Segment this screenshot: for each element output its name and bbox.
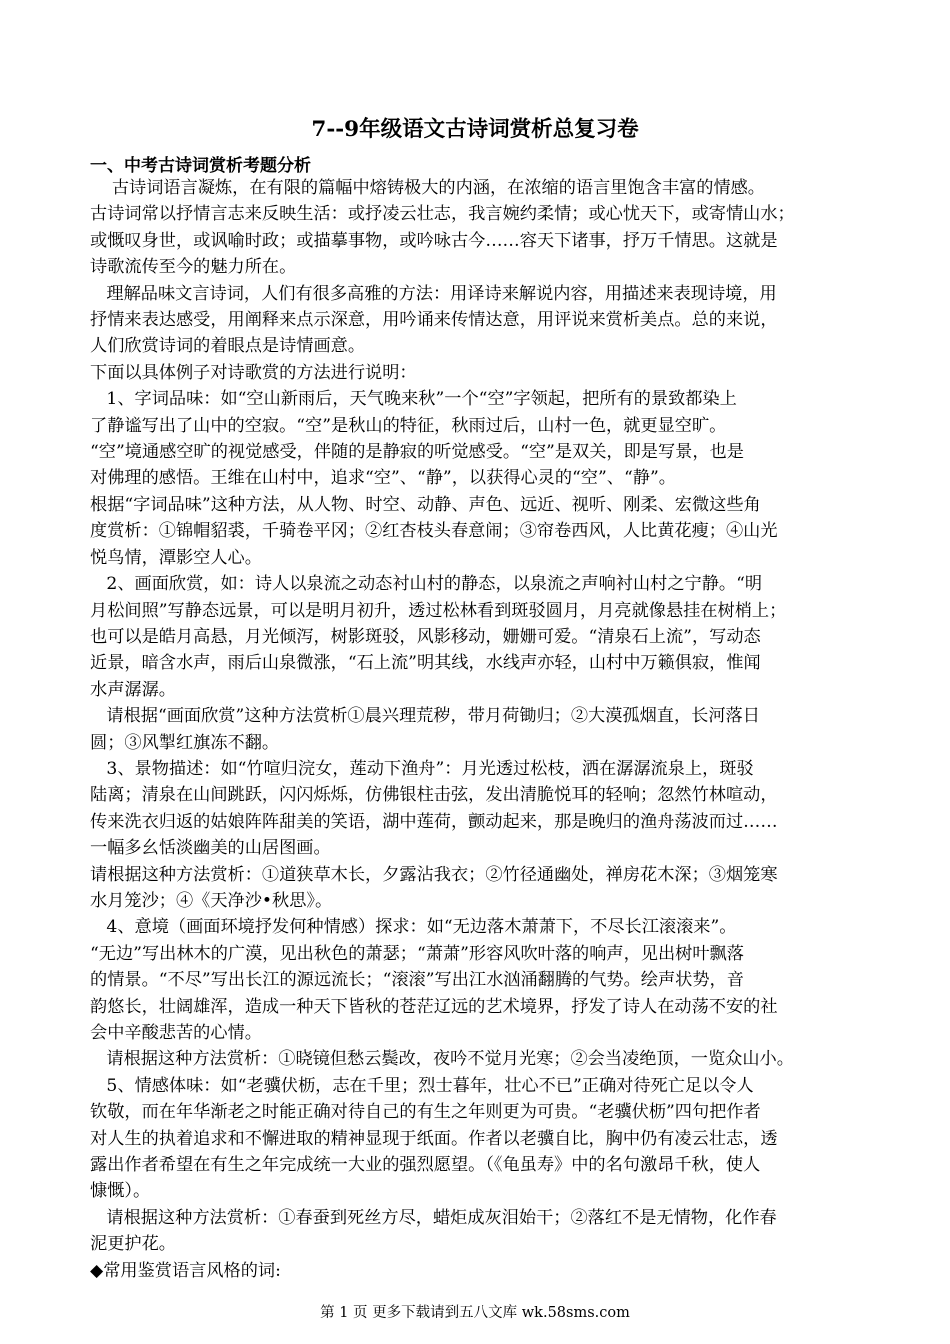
text-line: 也可以是皓月高悬，月光倾泻，树影斑驳，风影移动，姗姗可爱。“清泉石上流”，写动态 bbox=[90, 626, 761, 647]
text-line: 人们欣赏诗词的着眼点是诗情画意。 bbox=[90, 336, 366, 357]
text-line: 1、字词品味：如“空山新雨后，天气晚来秋”一个“空”字领起，把所有的景致都染上 bbox=[90, 389, 737, 410]
text-line: 近景，暗含水声，雨后山泉微涨，“石上流”明其线，水线声亦轻，山村中万籁俱寂，惟闻 bbox=[90, 653, 761, 674]
text-line: 请根据这种方法赏析：①春蚕到死丝方尽，蜡炬成灰泪始干；②落红不是无情物，化作春 bbox=[90, 1207, 777, 1228]
text-line: 悦鸟情，潭影空人心。 bbox=[90, 547, 262, 568]
text-line: 慷慨）。 bbox=[90, 1181, 151, 1202]
text-line: 圆；③风掣红旗冻不翻。 bbox=[90, 732, 280, 753]
text-line: 对佛理的感悟。王维在山村中，追求“空”、“静”，以获得心灵的“空”、“静”。 bbox=[90, 468, 676, 489]
body-text bbox=[90, 175, 866, 1284]
text-line: 一幅多幺恬淡幽美的山居图画。 bbox=[90, 838, 331, 859]
text-line: 水月笼沙；④《天净沙•秋思》。 bbox=[90, 890, 333, 911]
text-line: 韵悠长，壮阔雄浑，造成一种天下皆秋的苍茫辽远的艺术境界，抒发了诗人在动荡不安的社 bbox=[90, 996, 778, 1017]
text-line: 根据“字词品味”这种方法，从人物、时空、动静、声色、远近、视听、刚柔、宏微这些角 bbox=[90, 494, 761, 515]
text-line: 诗歌流传至今的魅力所在。 bbox=[90, 257, 297, 278]
text-line: 陆离；清泉在山间跳跃，闪闪烁烁，仿佛银柱击弦，发出清脆悦耳的轻响；忽然竹林喧动， bbox=[90, 785, 778, 806]
text-line: 钦敬，而在年华渐老之时能正确对待自己的有生之年则更为可贵。“老骥伏枥”四句把作者 bbox=[90, 1102, 761, 1123]
text-line: 对人生的执着追求和不懈进取的精神显现于纸面。作者以老骥自比，胸中仍有凌云壮志，透 bbox=[90, 1128, 778, 1149]
page-footer: 第 1 页 更多下载请到五八文库 wk.58sms.com bbox=[320, 1305, 630, 1321]
text-line: 5、情感体味：如“老骥伏枥，志在千里；烈士暮年，壮心不已”正确对待死亡足以令人 bbox=[90, 1075, 754, 1096]
text-line: “空”境通感空旷的视觉感受，伴随的是静寂的听觉感受。“空”是双关，即是写景，也是 bbox=[90, 442, 744, 463]
text-line: 4、意境（画面环境抒发何种情感）探求：如“无边落木萧萧下，不尽长江滚滚来”。 bbox=[90, 917, 737, 938]
text-line: 月松间照”写静态远景，可以是明月初升，透过松林看到斑驳圆月，月亮就像悬挂在树梢上； bbox=[90, 600, 787, 621]
text-line: 请根据这种方法赏析：①晓镜但愁云鬓改，夜吟不觉月光寒；②会当凌绝顶，一览众山小。 bbox=[90, 1049, 794, 1070]
text-line: 下面以具体例子对诗歌赏的方法进行说明： bbox=[90, 362, 417, 383]
text-line: 泥更护花。 bbox=[90, 1234, 176, 1255]
text-line: 度赏析：①锦帽貂裘，千骑卷平冈；②红杏枝头春意闹；③帘卷西风，人比黄花瘦；④山光 bbox=[90, 521, 778, 542]
document-title: 7--9年级语文古诗词赏析总复习卷 bbox=[311, 117, 639, 142]
text-line: 了静谧写出了山中的空寂。“空”是秋山的特征，秋雨过后，山村一色，就更显空旷。 bbox=[90, 415, 727, 436]
text-line: 传来洗衣归返的姑娘阵阵甜美的笑语，湖中莲荷，颤动起来，那是晚归的渔舟荡波而过…… bbox=[90, 811, 778, 832]
text-line: 会中辛酸悲苦的心情。 bbox=[90, 1023, 262, 1043]
text-line: 古诗词常以抒情言志来反映生活：或抒凌云壮志，我言婉约柔情；或心忧天下，或寄情山水； bbox=[90, 204, 795, 225]
text-line: 请根据“画面欣赏”这种方法赏析①晨兴理荒秽，带月荷锄归；②大漠孤烟直，长河落日 bbox=[90, 706, 760, 727]
text-line: 古诗词语言凝炼，在有限的篇幅中熔铸极大的内涵，在浓缩的语言里饱含丰富的情感。 bbox=[90, 178, 765, 198]
text-line: 的情景。“不尽”写出长江的源远流长；“滚滚”写出江水汹涌翻腾的气势。绘声状势，音 bbox=[90, 970, 744, 991]
text-line: ◆常用鉴赏语言风格的词: bbox=[90, 1260, 281, 1281]
text-line: 3、景物描述：如“竹喧归浣女，莲动下渔舟”：月光透过松枝，洒在潺潺流泉上，斑驳 bbox=[90, 758, 754, 779]
text-line: 请根据这种方法赏析：①道狭草木长，夕露沾我衣；②竹径通幽处，禅房花木深；③烟笼寒 bbox=[90, 864, 778, 885]
text-line: 2、画面欣赏，如：诗人以泉流之动态衬山村的静态，以泉流之声响衬山村之宁静。“明 bbox=[90, 574, 763, 595]
section-heading: 一、中考古诗词赏析考题分析 bbox=[90, 156, 311, 176]
text-line: “无边”写出林木的广漠，见出秋色的萧瑟；“萧萧”形容风吹叶落的响声，见出树叶飘落 bbox=[90, 943, 744, 964]
text-line: 理解品味文言诗词，人们有很多高雅的方法：用译诗来解说内容，用描述来表现诗境，用 bbox=[90, 283, 777, 304]
text-line: 水声潺潺。 bbox=[90, 679, 176, 700]
text-line: 露出作者希望在有生之年完成统一大业的强烈愿望。（《龟虽寿》中的名句激昂千秋，使人 bbox=[90, 1155, 761, 1176]
text-line: 或慨叹身世，或讽喻时政；或描摹事物，或吟咏古今……容天下诸事，抒万千情思。这就是 bbox=[90, 230, 778, 251]
text-line: 抒情来表达感受，用阐释来点示深意，用吟诵来传情达意，用评说来赏析美点。总的来说， bbox=[90, 310, 778, 331]
